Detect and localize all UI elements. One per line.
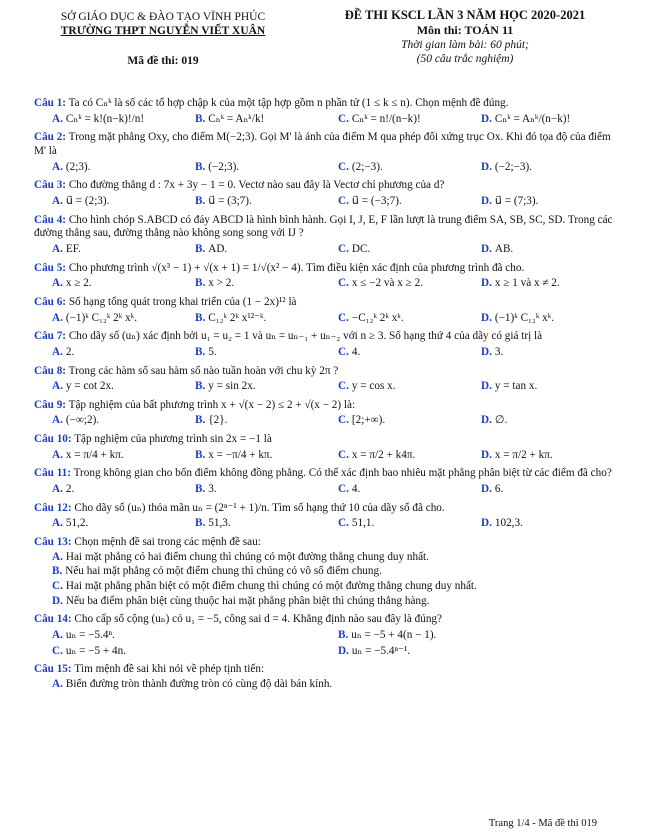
question (34, 179, 624, 208)
question (34, 330, 624, 359)
option-text: C₁₂ᵏ 2ᵏ x¹²⁻ᵏ. (208, 311, 267, 324)
options (34, 243, 624, 257)
option-text: {2}. (208, 414, 228, 427)
option (52, 645, 338, 659)
option-text: EF. (65, 242, 81, 255)
question (34, 399, 624, 428)
option-text: 51,3. (208, 517, 231, 530)
option (338, 243, 481, 257)
option-letter: D. (481, 194, 492, 207)
option-text: Hai mặt phẳng có hai điểm chung thì chúng có một đường thẳng chung duy nhất. (65, 550, 429, 563)
option-letter: D. (52, 594, 63, 607)
option-text: 102,3. (494, 517, 523, 530)
question-text: Cho dãy số (uₙ) thỏa mãn uₙ = (2ⁿ⁻¹ + 1)/n. Tìm số hạng thứ 10 của dãy số đã cho. (74, 501, 445, 514)
option (338, 312, 481, 326)
question (34, 296, 624, 325)
option-text: x = π/4 + kπ. (65, 448, 124, 461)
option-text: (2;3). (65, 160, 91, 173)
option-text: uₙ = −5.4ⁿ. (65, 629, 115, 641)
option (195, 243, 338, 257)
option (52, 517, 195, 531)
option-text: x ≥ 2. (65, 277, 92, 290)
question-text: Số hạng tổng quát trong khai triển của (1 − 2x)¹² là (68, 295, 297, 308)
question-number: Câu 5: (34, 261, 67, 274)
option-text: u⃗ = (−3;7). (351, 194, 402, 207)
option (52, 243, 195, 257)
option (34, 580, 624, 594)
option-letter: A. (52, 311, 63, 324)
option (195, 346, 338, 360)
option (481, 483, 624, 497)
option (481, 113, 624, 127)
question (34, 467, 624, 496)
option-letter: C. (338, 112, 349, 125)
option-text: Biến đường tròn thành đường tròn có cùng độ dài bán kính. (65, 677, 333, 690)
option-letter: D. (481, 483, 492, 496)
option-letter: A. (52, 194, 63, 207)
option (34, 565, 624, 579)
question-text: Cho cấp số cộng (uₙ) có u₁ = −5, công sai d = 4. Khẳng định nào sau đây là đúng? (74, 613, 442, 626)
option (338, 517, 481, 531)
options (34, 312, 624, 326)
option (195, 195, 338, 209)
option-letter: A. (52, 242, 63, 255)
options (34, 629, 624, 658)
option-letter: B. (52, 565, 63, 578)
option-letter: C. (338, 448, 349, 461)
option-text: 2. (65, 483, 75, 496)
option (338, 113, 481, 127)
question-number: Câu 14: (34, 613, 72, 626)
question (34, 613, 624, 658)
option (195, 277, 338, 291)
option-text: Nếu ba điểm phân biệt cùng thuộc hai mặt phẳng phân biệt thì chúng thẳng hàng. (65, 594, 430, 607)
option-text: y = cos x. (351, 380, 396, 393)
option-letter: D. (481, 311, 492, 324)
option-text: x ≤ −2 và x ≥ 2. (351, 277, 423, 290)
option (34, 551, 624, 565)
option (52, 195, 195, 209)
exam-title: ĐỀ THI KSCL LẦN 3 NĂM HỌC 2020-2021 (344, 8, 586, 22)
option-letter: A. (52, 448, 63, 461)
question-text: Ta có Cₙᵏ là số các tổ hợp chập k của một tập hợp gồm n phần tử (1 ≤ k ≤ n). Chọn mệnh đề đúng. (68, 97, 509, 109)
question (34, 214, 624, 257)
option-letter: B. (195, 112, 206, 125)
option-letter: C. (338, 194, 349, 207)
option-letter: C. (52, 644, 63, 657)
option-letter: D. (481, 345, 492, 358)
option-letter: A. (52, 629, 63, 641)
option (52, 113, 195, 127)
option-letter: C. (338, 483, 349, 496)
question-number: Câu 4: (34, 213, 67, 226)
option (52, 312, 195, 326)
option-text: Cₙᵏ = Aₙᵏ/(n−k)! (494, 112, 571, 125)
question (34, 262, 624, 291)
exam-subject: Môn thi: TOÁN 11 (416, 23, 514, 38)
option-text: x = −π/4 + kπ. (208, 448, 273, 461)
options (34, 113, 624, 127)
option (338, 346, 481, 360)
option-letter: B. (195, 483, 206, 496)
option-letter: C. (52, 580, 63, 593)
option-text: Cₙᵏ = k!(n−k)!/n! (65, 112, 145, 125)
option-text: y = sin 2x. (208, 380, 256, 393)
option-text: x ≥ 1 và x ≠ 2. (494, 277, 560, 290)
option-letter: B. (195, 345, 206, 358)
question-text: Tìm mệnh đề sai khi nói về phép tịnh tiến: (74, 663, 265, 676)
option-text: 3. (494, 345, 504, 358)
option-letter: D. (481, 277, 492, 290)
option (195, 113, 338, 127)
option-letter: B. (195, 311, 206, 324)
options (34, 195, 624, 209)
option-text: uₙ = −5 + 4(n − 1). (351, 629, 437, 641)
option-letter: C. (338, 311, 349, 324)
option-letter: C. (338, 345, 349, 358)
option-letter: D. (481, 517, 492, 530)
option-text: −C₁₂ᵏ 2ᵏ xᵏ. (351, 311, 404, 324)
option-letter: B. (195, 448, 206, 461)
question-number: Câu 9: (34, 398, 67, 411)
option (338, 449, 481, 463)
option (34, 678, 624, 692)
question-number: Câu 10: (34, 433, 72, 446)
option (52, 346, 195, 360)
option-text: Hai mặt phẳng phân biệt có một điểm chung thì chúng có một đường thẳng chung duy nhất. (65, 580, 477, 593)
option (338, 483, 481, 497)
option-letter: D. (481, 448, 492, 461)
option-letter: A. (52, 112, 63, 125)
options (34, 449, 624, 463)
question-number: Câu 13: (34, 536, 72, 549)
option (481, 312, 624, 326)
option (52, 161, 195, 175)
option (338, 645, 624, 659)
options (34, 483, 624, 497)
option-letter: D. (481, 112, 492, 125)
option-text: y = tan x. (494, 380, 538, 393)
option-letter: C. (338, 414, 349, 427)
question-number: Câu 2: (34, 131, 67, 144)
question-number: Câu 12: (34, 501, 72, 514)
option (481, 414, 624, 428)
question-number: Câu 6: (34, 295, 67, 308)
option-letter: A. (52, 483, 63, 496)
question-text: Cho phương trình √(x³ − 1) + √(x + 1) = 1/√(x² − 4). Tìm điều kiện xác định của phương trình đã cho. (68, 261, 525, 274)
option (481, 380, 624, 394)
option-text: uₙ = −5 + 4n. (65, 644, 127, 657)
question-text: Tập nghiệm của phương trình sin 2x = −1 là (74, 433, 272, 446)
option-text: (−1)ᵏ C₁₂ᵏ xᵏ. (494, 311, 555, 324)
option-letter: A. (52, 550, 63, 563)
option-text: 4. (351, 483, 361, 496)
option (481, 161, 624, 175)
option-letter: B. (195, 242, 206, 255)
exam-time: Thời gian làm bài: 60 phút; (401, 38, 529, 51)
option-text: 4. (351, 345, 361, 358)
option (195, 161, 338, 175)
question (34, 365, 624, 394)
options (34, 161, 624, 175)
option-letter: A. (52, 517, 63, 530)
option (338, 195, 481, 209)
option (195, 449, 338, 463)
option (481, 346, 624, 360)
option-text: [2;+∞). (351, 414, 386, 427)
option-letter: B. (195, 160, 206, 173)
option-text: (−1)ᵏ C₁₂ᵏ 2ᵏ xᵏ. (65, 311, 137, 324)
option-text: AB. (494, 242, 514, 255)
header-left (28, 10, 298, 68)
option-letter: A. (52, 160, 63, 173)
question-number: Câu 3: (34, 179, 67, 192)
question-number: Câu 11: (34, 467, 71, 480)
option-letter: C. (338, 160, 349, 173)
option (481, 277, 624, 291)
option-letter: D. (481, 380, 492, 393)
options (34, 380, 624, 394)
question (34, 131, 624, 174)
option-letter: A. (52, 677, 63, 690)
option-text: 51,2. (65, 517, 89, 530)
option-letter: D. (338, 644, 349, 657)
option (34, 595, 624, 609)
option (195, 517, 338, 531)
option (52, 629, 338, 643)
option (481, 195, 624, 209)
question (34, 97, 624, 126)
option (195, 380, 338, 394)
option-letter: B. (195, 194, 206, 207)
question-text: Trong không gian cho bốn điểm không đồng phẳng. Có thể xác định bao nhiêu mặt phẳng phân biệt từ các điểm đã cho? (73, 467, 612, 480)
option-letter: C. (338, 380, 349, 393)
option-text: x = π/2 + k4π. (351, 448, 416, 461)
question-text: Cho hình chóp S.ABCD có đáy ABCD là hình bình hành. Gọi I, J, E, F lần lượt là trung điểm SA, SB, SC, SD. Trong các đường thẳng sau, đường thẳng nào không song song với IJ ? (34, 213, 613, 240)
question-number: Câu 8: (34, 364, 67, 377)
question-number: Câu 7: (34, 330, 67, 343)
school-name: TRƯỜNG THPT NGUYỄN VIẾT XUÂN (60, 25, 266, 38)
option (481, 517, 624, 531)
option-letter: B. (195, 517, 206, 530)
option-letter: A. (52, 380, 63, 393)
option-letter: A. (52, 345, 63, 358)
question-text: Trong mặt phẳng Oxy, cho điểm M(−2;3). Gọi M' là ảnh của điểm M qua phép đối xứng trục Ox. Khi đó tọa độ của điểm M' là (34, 131, 611, 157)
question-text: Cho đường thẳng d : 7x + 3y − 1 = 0. Vectơ nào sau đây là Vectơ chỉ phương của d? (68, 179, 445, 192)
option (338, 161, 481, 175)
option (338, 414, 481, 428)
option (481, 243, 624, 257)
option-text: x = π/2 + kπ. (494, 448, 553, 461)
options (34, 414, 624, 428)
option-text: u⃗ = (7;3). (494, 194, 539, 207)
question-number: Câu 1: (34, 97, 67, 109)
option-letter: C. (338, 517, 349, 530)
option-text: ∅. (494, 414, 508, 427)
question-text: Tập nghiệm của bất phương trình x + √(x − 2) ≤ 2 + √(x − 2) là: (68, 398, 356, 411)
question-text: Trong các hàm số sau hàm số nào tuần hoàn với chu kỳ 2π ? (68, 364, 339, 377)
options (34, 346, 624, 360)
option-text: AD. (208, 242, 228, 255)
options (34, 277, 624, 291)
option (481, 449, 624, 463)
option-text: DC. (351, 242, 371, 255)
option-text: (−2;3). (208, 160, 240, 173)
question (34, 536, 624, 608)
option-text: Cₙᵏ = n!/(n−k)! (351, 112, 421, 125)
question (34, 502, 624, 531)
option-letter: B. (195, 414, 206, 427)
page-footer: Trang 1/4 - Mã đề thi 019 (488, 818, 597, 830)
option-text: u⃗ = (3;7). (208, 194, 252, 207)
question-list (34, 92, 624, 692)
option (195, 312, 338, 326)
options (34, 517, 624, 531)
option-text: uₙ = −5.4ⁿ⁻¹. (351, 644, 411, 657)
option (52, 277, 195, 291)
option-text: Cₙᵏ = Aₙᵏ/k! (208, 112, 265, 125)
option-text: 3. (208, 483, 217, 496)
exam-code: Mã đề thi: 019 (127, 55, 199, 68)
question-text: Chọn mệnh đề sai trong các mệnh đề sau: (74, 536, 261, 549)
option-letter: C. (338, 277, 349, 290)
department-name: SỞ GIÁO DỤC & ĐÀO TẠO VĨNH PHÚC (60, 11, 266, 23)
option (195, 414, 338, 428)
option-text: 51,1. (351, 517, 375, 530)
option-letter: B. (338, 629, 349, 641)
question-text: Cho dãy số (uₙ) xác định bởi u₁ = u₂ = 1 và uₙ = uₙ₋₁ + uₙ₋₂ với n ≥ 3. Số hạng thứ 4 của dãy có giá trị là (68, 330, 543, 343)
option-text: u⃗ = (2;3). (65, 194, 110, 207)
option-text: y = cot 2x. (65, 380, 114, 393)
option-text: (2;−3). (351, 160, 383, 173)
option-letter: B. (195, 380, 206, 393)
header-right (300, 8, 630, 66)
option-letter: C. (338, 242, 349, 255)
option-letter: B. (195, 277, 206, 290)
question (34, 663, 624, 691)
option-letter: A. (52, 414, 63, 427)
option (52, 380, 195, 394)
option-letter: D. (481, 242, 492, 255)
option-text: 6. (494, 483, 504, 496)
option (52, 414, 195, 428)
option (338, 380, 481, 394)
option (52, 483, 195, 497)
option-text: Nếu hai mặt phẳng có một điểm chung thì chúng có vô số điểm chung. (65, 565, 382, 578)
option (338, 277, 481, 291)
option (195, 483, 338, 497)
exam-question-count: (50 câu trắc nghiệm) (416, 52, 514, 65)
option-text: 2. (65, 345, 75, 358)
option-letter: D. (481, 160, 492, 173)
question (34, 433, 624, 462)
option (52, 449, 195, 463)
option (338, 629, 624, 643)
option-letter: D. (481, 414, 492, 427)
question-number: Câu 15: (34, 663, 72, 676)
option-text: 5. (208, 345, 217, 358)
option-text: (−∞;2). (65, 414, 100, 427)
option-text: (−2;−3). (494, 160, 533, 173)
option-letter: A. (52, 277, 63, 290)
option-text: x > 2. (208, 277, 235, 290)
